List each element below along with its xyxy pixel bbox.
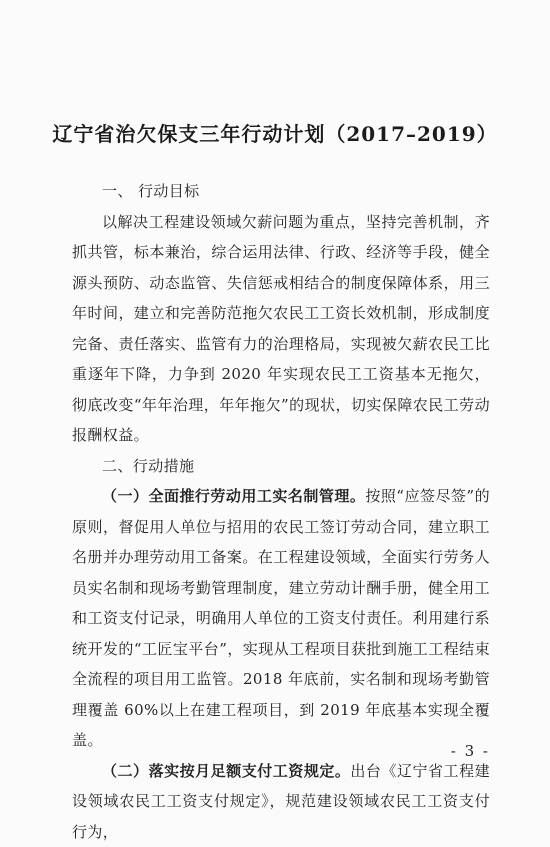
section-heading-goals: 一、 行动目标 [72, 176, 490, 207]
document-body [72, 176, 490, 847]
document-title: 辽宁省治欠保支三年行动计划（2017–2019） [0, 118, 550, 147]
page-number: - 3 - [451, 742, 490, 760]
measure-1-paragraph [72, 481, 490, 756]
measure-2-text: 出台《辽宁省工程建设领域农民工工资支付规定》，规范建设领域农民工工资支付行为， [72, 762, 490, 841]
measure-2-paragraph [72, 756, 490, 847]
section-heading-measures: 二、行动措施 [72, 451, 490, 482]
measure-1-lead: （一）全面推行劳动用工实名制管理。 [102, 487, 365, 505]
measure-1-text: 按照“应签尽签”的原则，督促用人单位与招用的农民工签订劳动合同，建立职工名册并办理劳动用工备案。在工程建设领域，全面实行劳务人员实名制和现场考勤管理制度，建立劳动计酬手册，健全用工和工资支付记录，明确用人单位的工资支付责任。利用建行系统开发的“工匠宝平台”，实现从工程项目获批到施工工程结束全流程的项目用工监管。2018 年底前，实名制和现场考勤管理覆盖 60%以上在建工程项目，到 2019 年底基本实现全覆盖。 [72, 487, 490, 749]
measure-2-lead: （二）落实按月足额支付工资规定。 [102, 762, 350, 780]
goals-paragraph: 以解决工程建设领域欠薪问题为重点，坚持完善机制，齐抓共管，标本兼治，综合运用法律、行政、经济等手段，健全源头预防、动态监管、失信惩戒相结合的制度保障体系，用三年时间，建立和完善防范拖欠农民工工资长效机制，形成制度完备、责任落实、监管有力的治理格局，实现被欠薪农民工比重逐年下降，力争到 2020 年实现农民工工资基本无拖欠，彻底改变“年年治理，年年拖欠”的现状，切实保障农民工劳动报酬权益。 [72, 207, 490, 451]
